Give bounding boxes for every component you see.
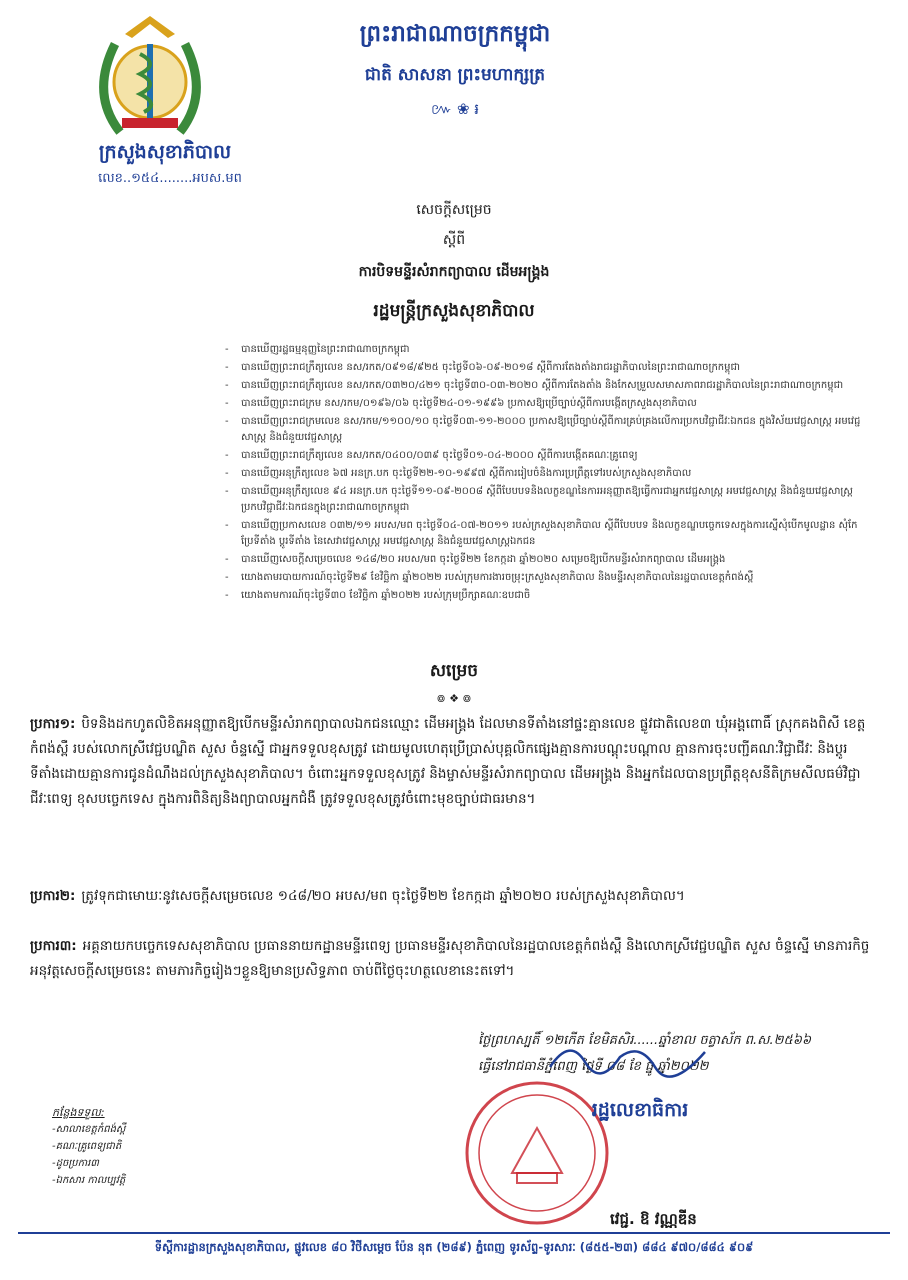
- handwritten-signature: [545, 1032, 715, 1082]
- visa-item: - បានឃើញព្រះរាជក្រឹត្យលេខ នស/រកត/០៩១៨/៩២៥ ចុះថ្ងៃទី០៦-០៩-២០១៨ ស្តីពីការតែងតាំងរាជរដ្ឋាភិបាលនៃព្រះរាជាណាចក្រកម្ពុជា: [225, 362, 741, 373]
- article-text: អគ្គនាយកបច្ចេកទេសសុខាភិបាល ប្រធាននាយកដ្ឋានមន្ទីរពេទ្យ ប្រធានមន្ទីរសុខាភិបាលនៃរដ្ឋបាលខេត្តកំពង់ស្ពឺ និងលោកស្រីវេជ្ជបណ្ឌិត សួស ចំន្ទស្នើ មានភារកិច្ចអនុវត្តសេចក្តីសម្រេចនេះ តាមភារកិច្ចរៀងៗខ្លួនឱ្យមានប្រសិទ្ធភាព ចាប់ពីថ្ងៃចុះហត្ថលេខានេះតទៅ។: [30, 938, 870, 979]
- decided-ornament: ៙ ❖ ៙: [436, 692, 472, 705]
- article-text: ត្រូវទុកជាមោឃៈនូវសេចក្តីសម្រេចលេខ ១៤៨/២០ អបស/មព ចុះថ្ងៃទី២២ ខែកក្កដា ឆ្នាំ២០២០ របស់ក្រសួងសុខាភិបាល។: [81, 888, 685, 904]
- visa-list: [225, 342, 865, 606]
- reference-number: លេខ..១៥៤........អបស.មព: [98, 171, 242, 186]
- visa-item: - បានឃើញអនុក្រឹត្យលេខ ៦៧ អនក្រ.បក ចុះថ្ងៃទី២២-១០-១៩៩៧ ស្តីពីការរៀបចំនិងការប្រព្រឹត្តទៅរបស់ក្រសួងសុខាភិបាល: [225, 468, 692, 479]
- article-1: [30, 712, 870, 812]
- footer-divider: [18, 1232, 890, 1234]
- solar-date: ធ្វើនៅរាជធានីភ្នំពេញ ថ្ងៃទី ០៨ ខែ ធ្នូ ឆ្នាំ២០២២: [478, 1059, 709, 1074]
- recipient-item: -គណៈគ្រូពេទ្យជាតិ: [52, 1141, 122, 1152]
- signatory-title: រដ្ឋលេខាធិការ: [591, 1099, 689, 1121]
- kingdom-title: ព្រះរាជាណាចក្រកម្ពុជា: [359, 21, 551, 47]
- article-heading: ប្រការ២:: [30, 888, 76, 904]
- ministry-logo: [80, 14, 220, 139]
- visa-item: - បានឃើញសេចក្តីសម្រេចលេខ ១៤៨/២០ អបស/មព ចុះថ្ងៃទី២២ ខែកក្កដា ឆ្នាំ២០២០ សម្រេចឱ្យបើកមន្ទីរសំរាកព្យាបាល ដើមអង្គ្រង: [225, 554, 726, 565]
- national-motto: ជាតិ សាសនា ព្រះមហាក្សត្រ: [364, 65, 546, 85]
- visa-item: - បានឃើញអនុក្រឹត្យលេខ ៩៤ អនក្រ.បក ចុះថ្ងៃទី១១-០៩-២០០៨ ស្តីពីបែបបទនិងលក្ខខណ្ឌនៃការអនុញ្ញាតឱ្យធ្វើការជាអ្នកវេជ្ជសាស្ត្រ អមវេជ្ជសាស្ត្រ និងជំនួយវេជ្ជសាស្ត្រ ប្រកបវិជ្ជាជីវៈឯកជនក្នុងព្រះរាជាណាចក្រកម្ពុជា: [225, 486, 853, 513]
- footer-address: ទីស្តីការដ្ឋានក្រសួងសុខាភិបាល, ផ្លូវលេខ ៨០ វិថីសម្តេច ប៉ែន នុត (២៨៩) ភ្នំពេញ ទូរស័ព្ទ-ទូរសារៈ (៨៥៥-២៣) ៨៨៤ ៩៧០/៨៨៤ ៩០៩: [154, 1240, 754, 1254]
- header-ornament: ៚ ❀ ៛: [430, 100, 480, 118]
- doc-subject: ការបិទមន្ទីរសំរាកព្យាបាល ដើមអង្គ្រង: [358, 264, 550, 280]
- lunar-date: ថ្ងៃព្រហស្បតិ៍ ១២កើត ខែមិគសិរ......ឆ្នាំខាល ចត្វាស័ក ព.ស.២៥៦៦: [478, 1033, 812, 1048]
- recipient-item: -ឯកសារ កាលប្បវត្តិ: [52, 1175, 126, 1186]
- visa-item: - បានឃើញព្រះរាជក្រមលេខ នស/រកម/១១០០/១០ ចុះថ្ងៃទី០៣-១១-២០០០ ប្រកាសឱ្យប្រើច្បាប់ស្តីពីការគ្រប់គ្រងលើការប្រកបវិជ្ជាជីវៈឯកជន ក្នុងវិស័យវេជ្ជសាស្ត្រ អមវេជ្ជសាស្ត្រ និងជំនួយវេជ្ជសាស្ត្រ: [225, 416, 861, 443]
- ministry-name: ក្រសួងសុខាភិបាល: [98, 141, 232, 163]
- visa-item: - បានឃើញព្រះរាជក្រម នស/រកម/០១៩៦/០៦ ចុះថ្ងៃទី២៤-០១-១៩៩៦ ប្រកាសឱ្យប្រើច្បាប់ស្តីពីការបង្កើតក្រសួងសុខាភិបាល: [225, 398, 697, 409]
- visa-item: - បានឃើញព្រះរាជក្រឹត្យលេខ នស/រកត/០៣២០/៤២១ ចុះថ្ងៃទី៣០-០៣-២០២០ ស្តីពីការតែងតាំង និងកែសម្រួលសមាសភាពរាជរដ្ឋាភិបាលនៃព្រះរាជាណាចក្រកម្ពុជា: [225, 380, 844, 391]
- signatory-name: វេជ្ជ. ឱ វណ្ណឌីន: [610, 1210, 697, 1228]
- visa-item: - បានឃើញព្រះរាជក្រឹត្យលេខ នស/រកត/០៤០០/០៣៩ ចុះថ្ងៃទី០១-០៤-២០០០ ស្តីពីការបង្កើតគណៈគ្រូពេទ្យ: [225, 450, 638, 461]
- recipients-block: [52, 1104, 212, 1189]
- minister-title: រដ្ឋមន្ត្រីក្រសួងសុខាភិបាល: [373, 301, 535, 321]
- visa-item: - យោងតាមការណ៍ចុះថ្ងៃទី៣០ ខែវិច្ឆិកា ឆ្នាំ២០២២ របស់ក្រុមប្រឹក្សាគណៈឧបជាចិ: [225, 590, 531, 601]
- doc-title-about: ស្តីពី: [442, 232, 466, 248]
- visa-item: - យោងតាមរបាយការណ៍ចុះថ្ងៃទី២៩ ខែវិច្ឆិកា ឆ្នាំ២០២២ របស់ក្រុមការងារចម្រុះក្រសួងសុខាភិបាល និងមន្ទីរសុខាភិបាលនៃរដ្ឋបាលខេត្តកំពង់ស្ពឺ: [225, 572, 754, 583]
- article-3: [30, 934, 870, 984]
- recipients-label: កន្លែងទទួល:: [52, 1106, 105, 1119]
- visa-item: - បានឃើញប្រកាសលេខ ០៣២/១១ អបស/មព ចុះថ្ងៃទី០៤-០៧-២០១១ របស់ក្រសួងសុខាភិបាល ស្តីពីបែបបទ និងលក្ខខណ្ឌបច្ចេកទេសក្នុងការស្នើសុំបើកមូលដ្ឋាន សុំកែប្រែទីតាំង ប្តូរទីតាំង នៃសេវាវេជ្ជសាស្ត្រ អមវេជ្ជសាស្ត្រ និងជំនួយវេជ្ជសាស្ត្រឯកជន: [225, 520, 858, 547]
- doc-title: សេចក្តីសម្រេច: [416, 202, 492, 218]
- article-heading: ប្រការ៣:: [30, 938, 77, 954]
- decided-heading: សម្រេច: [429, 661, 479, 681]
- visa-item: - បានឃើញរដ្ឋធម្មនុញ្ញនៃព្រះរាជាណាចក្រកម្ពុជា: [225, 344, 410, 355]
- article-2: [30, 884, 870, 909]
- recipient-item: -ដូចប្រការ៣: [52, 1158, 99, 1169]
- article-text: បិទនិងដកហូតលិខិតអនុញ្ញាតឱ្យបើកមន្ទីរសំរាកព្យាបាលឯកជនឈ្មោះ ដើមអង្គ្រង ដែលមានទីតាំងនៅផ្ទះគ្មានលេខ ផ្លូវជាតិលេខ៣ ឃុំអង្គពោធិ៍ ស្រុកគងពិសី ខេត្តកំពង់ស្ពឺ របស់លោកស្រីវេជ្ជបណ្ឌិត សួស ចំន្ទស្នើ ជាអ្នកទទួលខុសត្រូវ ដោយមូលហេតុប្រើប្រាស់បុគ្គលិកផ្សេងគ្មានការបណ្តុះបណ្តាល គ្មានការចុះបញ្ជីគណៈវិជ្ជាជីវៈ និងប្តូរទីតាំងដោយគ្មានការជូនដំណឹងដល់ក្រសួងសុខាភិបាល។ ចំពោះអ្នកទទួលខុសត្រូវ និងម្ចាស់មន្ទីរសំរាកព្យាបាល ដើមអង្គ្រង និងអ្នកដែលបានប្រព្រឹត្តខុសនីតិក្រមសីលធម៌វិជ្ជាជីវៈពេទ្យ ខុសបច្ចេកទេស ក្នុងការពិនិត្យនិងព្យាបាលអ្នកជំងឺ ត្រូវទទួលខុសត្រូវចំពោះមុខច្បាប់ជាធរមាន។: [30, 716, 866, 807]
- recipient-item: -សាលាខេត្តកំពង់ស្ពឺ: [52, 1124, 126, 1135]
- article-heading: ប្រការ១:: [30, 716, 76, 732]
